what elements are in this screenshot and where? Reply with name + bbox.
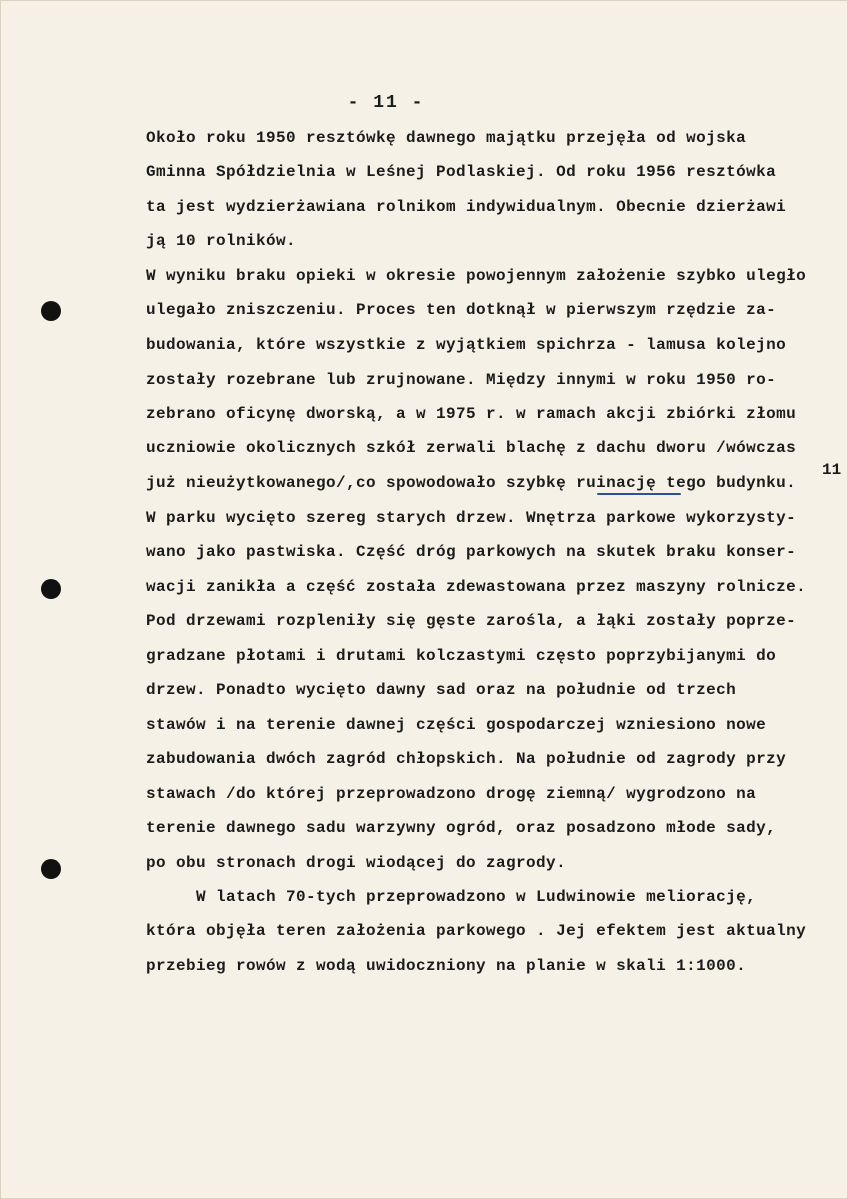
text-line: Około roku 1950 resztówkę dawnego majątku przejęła od wojska	[146, 129, 747, 147]
text-line: terenie dawnego sadu warzywny ogród, oraz posadzono młode sady,	[146, 819, 777, 837]
text-line: uczniowie okolicznych szkół zerwali blachę z dachu dworu /wówczas	[146, 439, 797, 457]
text-line: wano jako pastwiska. Część dróg parkowych na skutek braku konser-	[146, 543, 797, 561]
text-line: W latach 70-tych przeprowadzono w Ludwinowie meliorację,	[146, 888, 757, 906]
text-line: wacji zanikła a część została zdewastowana przez maszyny rolnicze.	[146, 578, 807, 596]
text-line: gradzane płotami i drutami kolczastymi często poprzybijanymi do	[146, 647, 777, 665]
text-line: ją 10 rolników.	[146, 232, 297, 250]
margin-page-number: 11	[822, 461, 842, 479]
text-line: już nieużytkowanego/,co spowodowało szybkę ruinację tego budynku.	[146, 474, 797, 492]
text-line: ta jest wydzierżawiana rolnikom indywidualnym. Obecnie dzierżawi	[146, 198, 787, 216]
text-line: budowania, które wszystkie z wyjątkiem spichrza - lamusa kolejno	[146, 336, 787, 354]
text-line: stawów i na terenie dawnej części gospodarczej wzniesiono nowe	[146, 716, 767, 734]
text-line: przebieg rowów z wodą uwidoczniony na planie w skali 1:1000.	[146, 957, 747, 975]
text-line: zostały rozebrane lub zrujnowane. Między innymi w roku 1950 ro-	[146, 371, 777, 389]
punch-hole	[41, 579, 61, 599]
page-number: - 11 -	[347, 93, 425, 113]
pen-underline	[597, 493, 681, 495]
text-line: zebrano oficynę dworską, a w 1975 r. w ramach akcji zbiórki złomu	[146, 405, 797, 423]
text-line: Pod drzewami rozpleniły się gęste zarośla, a łąki zostały poprze-	[146, 612, 797, 630]
text-line: zabudowania dwóch zagród chłopskich. Na południe od zagrody przy	[146, 750, 787, 768]
text-line: W wyniku braku opieki w okresie powojennym założenie szybko uległo	[146, 267, 807, 285]
punch-hole	[41, 859, 61, 879]
text-line: ulegało zniszczeniu. Proces ten dotknął w pierwszym rzędzie za-	[146, 301, 777, 319]
text-line: drzew. Ponadto wycięto dawny sad oraz na południe od trzech	[146, 681, 737, 699]
text-line: po obu stronach drogi wiodącej do zagrody.	[146, 854, 567, 872]
text-line: stawach /do której przeprowadzono drogę ziemną/ wygrodzono na	[146, 785, 757, 803]
text-line: W parku wycięto szereg starych drzew. Wnętrza parkowe wykorzysty-	[146, 509, 797, 527]
text-line: która objęła teren założenia parkowego . Jej efektem jest aktualny	[146, 922, 807, 940]
punch-hole	[41, 301, 61, 321]
text-line: Gminna Spółdzielnia w Leśnej Podlaskiej. Od roku 1956 resztówka	[146, 163, 777, 181]
